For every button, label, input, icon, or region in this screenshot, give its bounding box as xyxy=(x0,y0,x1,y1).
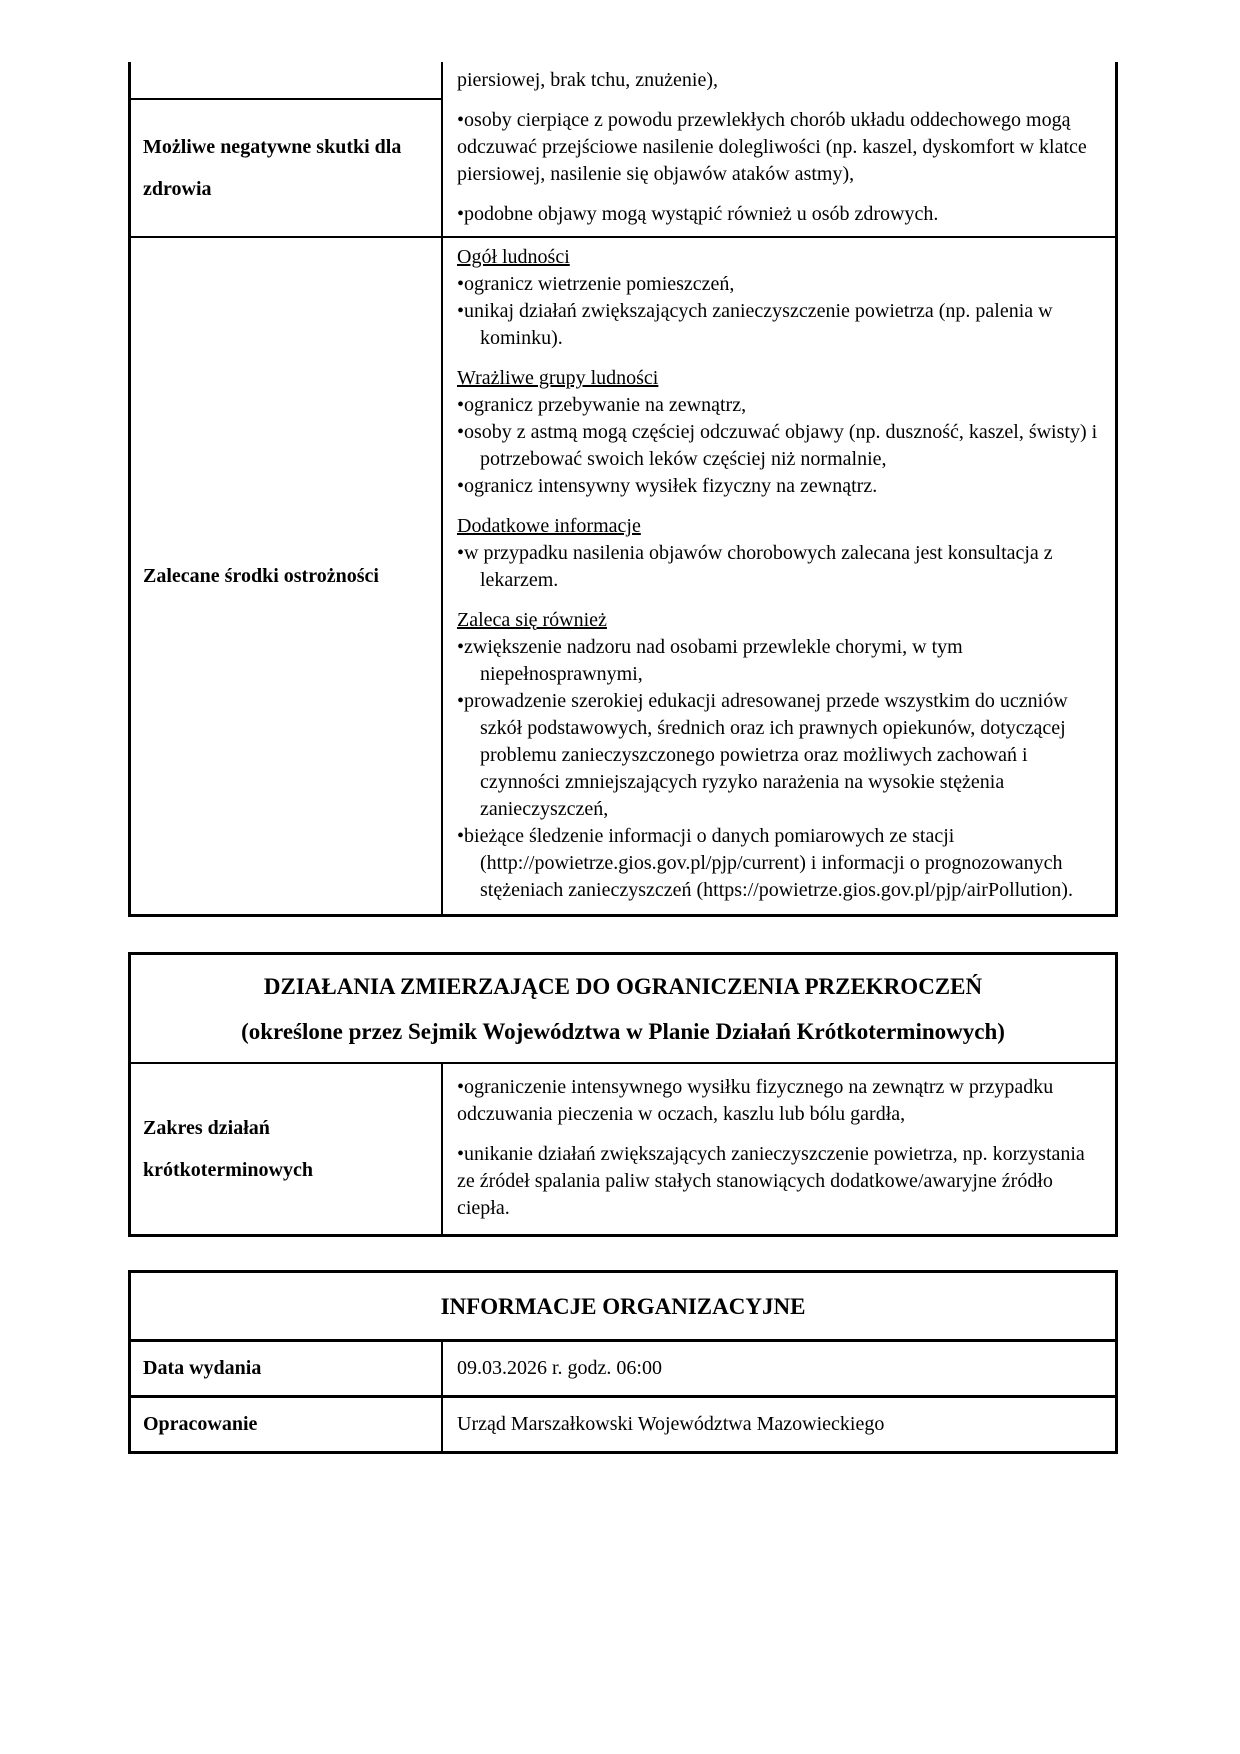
section-heading xyxy=(457,513,1103,540)
row-label-text: Zalecane środki ostrożności xyxy=(143,564,379,587)
table-row xyxy=(131,1398,1115,1451)
precautions-content-cell xyxy=(441,238,1115,914)
actions-table-title xyxy=(131,955,1115,1064)
bullet-item: • osoby cierpiące z powodu przewlekłych chorób układu oddechowego mogą odczuwać przejściowe nasilenie dolegliwości (np. kaszel, dyskomfort w klatce piersiowej, nasilenie się objawów ataków astmy), xyxy=(457,107,1103,188)
precaution-group-additional-info xyxy=(457,513,1103,594)
bullet-item: • podobne objawy mogą wystąpić również u osób zdrowych. xyxy=(457,201,1103,228)
row-label-actions-scope xyxy=(131,1064,441,1234)
row-label-text: Zakres działań krótkoterminowych xyxy=(143,1117,313,1181)
bullet-item: • unikaj działań zwiększających zanieczyszczenie powietrza (np. palenia w kominku). xyxy=(457,298,1103,352)
bullet-item: • ogranicz intensywny wysiłek fizyczny na zewnątrz. xyxy=(457,473,1103,500)
section-heading-text: Wrażliwe grupy ludności xyxy=(457,367,659,389)
bullet-item: • unikanie działań zwiększających zanieczyszczenie powietrza, np. korzystania ze źródeł spalania paliw stałych stanowiących dodatkowe/awaryjne źródło ciepła. xyxy=(457,1141,1103,1222)
actions-content-cell xyxy=(441,1064,1115,1234)
issue-date-value: 09.03.2026 r. godz. 06:00 xyxy=(441,1342,1115,1395)
row-label-prepared-by: Opracowanie xyxy=(143,1413,258,1435)
org-info-title: INFORMACJE ORGANIZACYJNE xyxy=(131,1273,1115,1342)
bullet-item: • prowadzenie szerokiej edukacji adresowanej przede wszystkim do uczniów szkół podstawowych, średnich oraz ich prawnych opiekunów, dotyczącej problemu zanieczyszczonego powietrza oraz możliwych zachowań i czynności zmniejszających ryzyko narażenia na wysokie stężenia zanieczyszczeń, xyxy=(457,688,1103,823)
bullet-item: • ogranicz wietrzenie pomieszczeń, xyxy=(457,271,1103,298)
section-heading xyxy=(457,607,1103,634)
section-heading-text: Zaleca się również xyxy=(457,609,607,631)
section-heading-text: Dodatkowe informacje xyxy=(457,515,641,537)
bullet-item: • w przypadku nasilenia objawów chorobowych zalecana jest konsultacja z lekarzem. xyxy=(457,540,1103,594)
bullet-item: • ogranicz przebywanie na zewnątrz, xyxy=(457,392,1103,419)
section-heading-text: Ogół ludności xyxy=(457,246,570,268)
org-info-table xyxy=(128,1270,1118,1454)
table-row xyxy=(131,1342,1115,1398)
row-label-precautions xyxy=(131,238,441,914)
prepared-by-value: Urząd Marszałkowski Województwa Mazowieckiego xyxy=(441,1398,1115,1451)
actions-table xyxy=(128,952,1118,1237)
row-label-health-effects xyxy=(131,121,441,238)
actions-title-line2: (określone przez Sejmik Województwa w Planie Działań Krótkoterminowych) xyxy=(241,1019,1005,1044)
section-heading xyxy=(457,244,1103,271)
bullet-item: • zwiększenie nadzoru nad osobami przewlekle chorymi, w tym niepełnosprawnymi, xyxy=(457,634,1103,688)
actions-table-body xyxy=(131,1064,1115,1234)
actions-title-line1: DZIAŁANIA ZMIERZAJĄCE DO OGRANICZENIA PRZEKROCZEŃ xyxy=(263,974,983,999)
continued-paragraph: piersiowej, brak tchu, znużenie), xyxy=(457,69,719,91)
row-label-text: Możliwe negatywne skutki dla zdrowia xyxy=(143,136,402,200)
bullet-item: • osoby z astmą mogą częściej odczuwać objawy (np. duszność, kaszel, świsty) i potrzebować swoich leków częściej niż normalnie, xyxy=(457,419,1103,473)
health-effects-table xyxy=(128,62,1118,917)
precaution-group-sensitive xyxy=(457,365,1103,500)
empty-label-cell xyxy=(131,62,441,100)
health-effects-content-cell xyxy=(441,62,1115,238)
row-label-issue-date: Data wydania xyxy=(143,1357,262,1379)
section-heading xyxy=(457,365,1103,392)
precaution-group-recommendations xyxy=(457,607,1103,904)
precaution-group-general xyxy=(457,244,1103,352)
bullet-item: • bieżące śledzenie informacji o danych pomiarowych ze stacji (http://powietrze.gios.gov.pl/pjp/current) i informacji o prognozowanych stężeniach zanieczyszczeń (https://powietrze.gios.gov.pl/pjp/airPollution). xyxy=(457,823,1103,904)
bullet-item: • ograniczenie intensywnego wysiłku fizycznego na zewnątrz w przypadku odczuwania pieczenia w oczach, kaszlu lub bólu gardła, xyxy=(457,1074,1103,1128)
